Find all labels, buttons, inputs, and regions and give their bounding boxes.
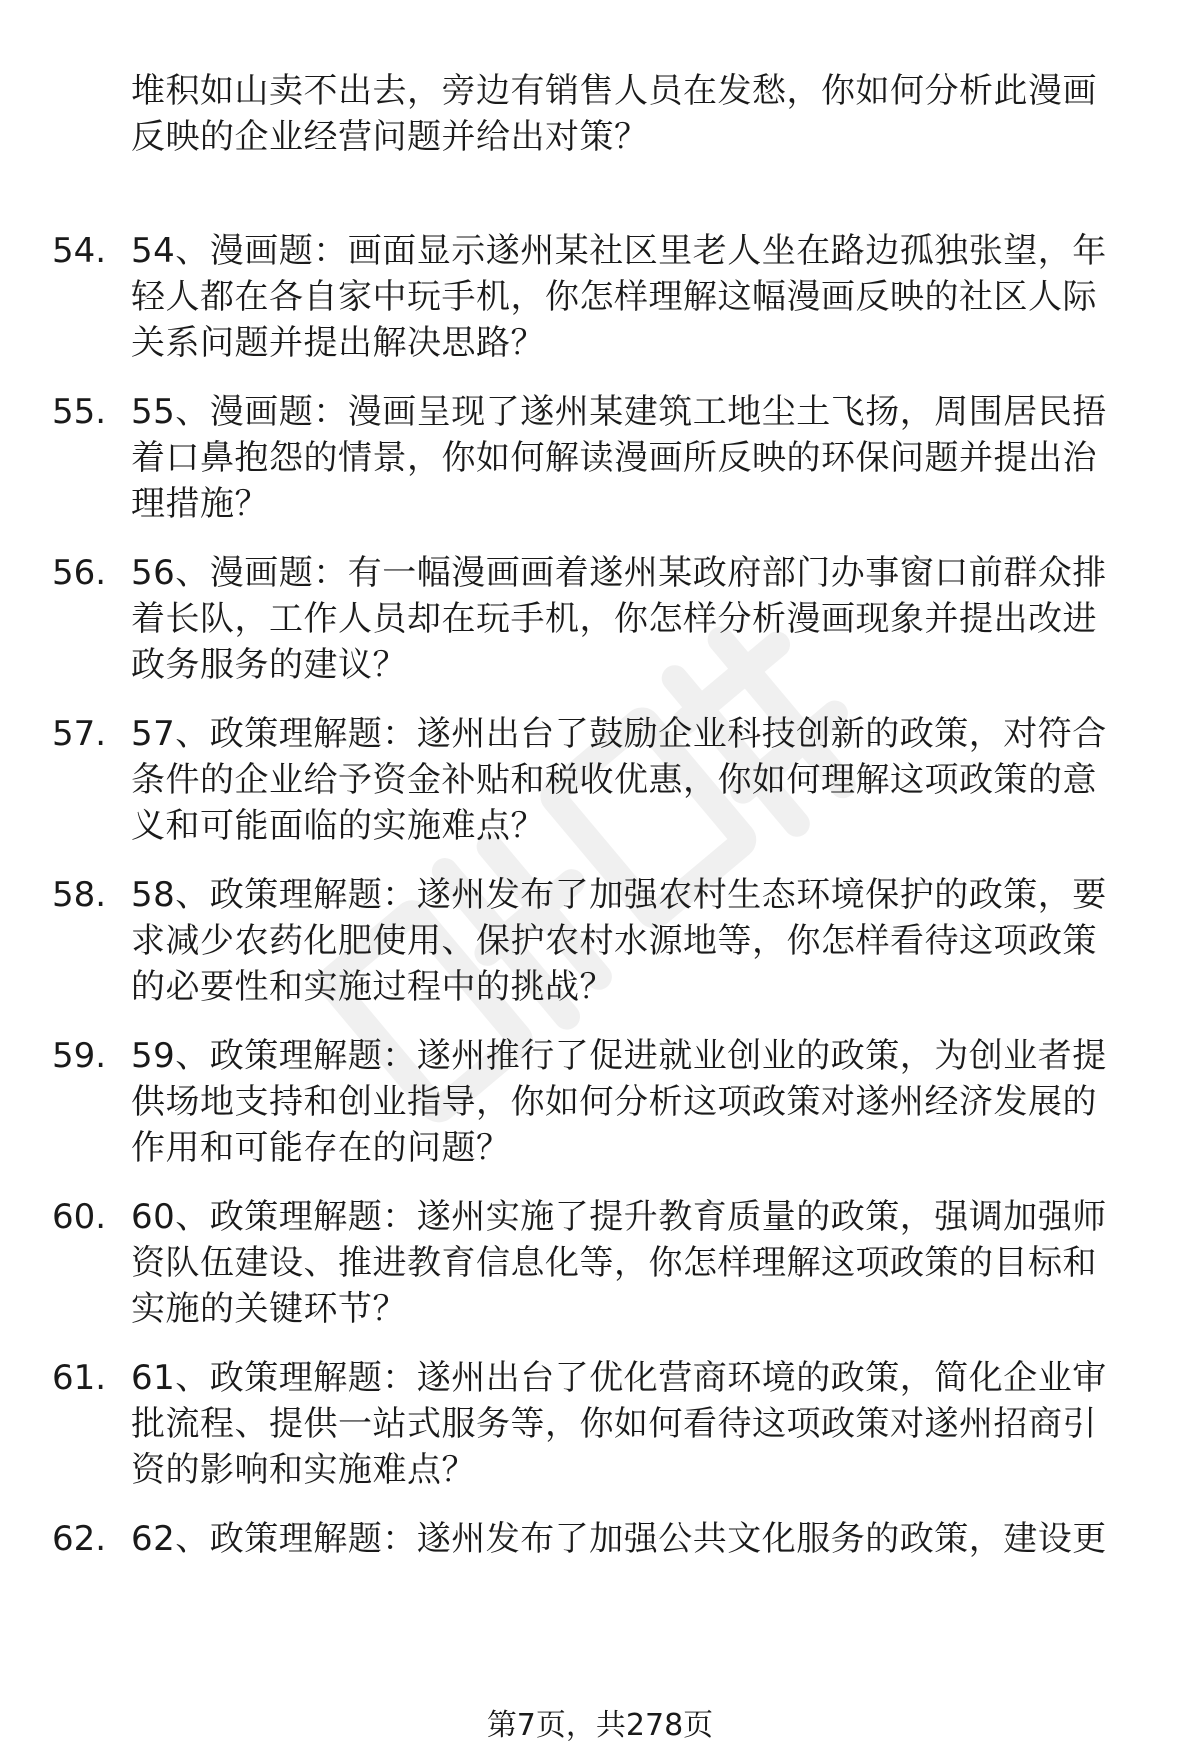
item-line: 59、政策理解题：遂州推行了促进就业创业的政策，为创业者提 [131, 1036, 1107, 1076]
item-line: 着长队，工作人员却在玩手机，你怎样分析漫画现象并提出改进 [131, 599, 1097, 639]
item-line: 供场地支持和创业指导，你如何分析这项政策对遂州经济发展的 [131, 1082, 1097, 1122]
continuation-line-1: 堆积如山卖不出去，旁边有销售人员在发愁，你如何分析此漫画 [131, 71, 1097, 111]
item-line: 62、政策理解题：遂州发布了加强公共文化服务的政策，建设更 [131, 1519, 1107, 1559]
item-line: 55、漫画题：漫画呈现了遂州某建筑工地尘土飞扬，周围居民捂 [131, 392, 1107, 432]
item-number: 57. [52, 714, 107, 754]
item-line: 实施的关键环节？ [131, 1289, 407, 1329]
item-text [131, 1516, 1146, 1562]
item-text [131, 228, 1146, 366]
page-number: 第7页，共278页 [486, 1708, 714, 1743]
item-number: 62. [52, 1519, 107, 1559]
item-line: 56、漫画题：有一幅漫画画着遂州某政府部门办事窗口前群众排 [131, 553, 1107, 593]
item-line: 资队伍建设、推进教育信息化等，你怎样理解这项政策的目标和 [131, 1243, 1097, 1283]
continuation-line-2: 反映的企业经营问题并给出对策？ [131, 117, 649, 157]
item-line: 轻人都在各自家中玩手机，你怎样理解这幅漫画反映的社区人际 [131, 277, 1097, 317]
item-line: 58、政策理解题：遂州发布了加强农村生态环境保护的政策，要 [131, 875, 1107, 915]
item-text [131, 1033, 1146, 1171]
item-line: 61、政策理解题：遂州出台了优化营商环境的政策，简化企业审 [131, 1358, 1107, 1398]
item-number: 55. [52, 392, 107, 432]
item-line: 批流程、提供一站式服务等，你如何看待这项政策对遂州招商引 [131, 1404, 1097, 1444]
item-text [131, 1194, 1146, 1332]
item-number: 59. [52, 1036, 107, 1076]
item-number: 56. [52, 553, 107, 593]
item-number: 58. [52, 875, 107, 915]
item-text [131, 1355, 1146, 1493]
item-line: 作用和可能存在的问题？ [131, 1128, 511, 1168]
item-line: 57、政策理解题：遂州出台了鼓励企业科技创新的政策，对符合 [131, 714, 1107, 754]
item-line: 关系问题并提出解决思路？ [131, 323, 545, 363]
item-number: 54. [52, 231, 107, 271]
item-text [131, 389, 1146, 527]
item-line: 60、政策理解题：遂州实施了提升教育质量的政策，强调加强师 [131, 1197, 1107, 1237]
item-line: 求减少农药化肥使用、保护农村水源地等，你怎样看待这项政策 [131, 921, 1097, 961]
item-line: 义和可能面临的实施难点？ [131, 806, 545, 846]
item-number: 61. [52, 1358, 107, 1398]
item-line: 的必要性和实施过程中的挑战？ [131, 967, 614, 1007]
item-text [131, 872, 1146, 1010]
item-text [131, 550, 1146, 688]
item-text [131, 711, 1146, 849]
item-line: 理措施？ [131, 484, 269, 524]
item-line: 条件的企业给予资金补贴和税收优惠，你如何理解这项政策的意 [131, 760, 1097, 800]
item-line: 政务服务的建议？ [131, 645, 407, 685]
item-number: 60. [52, 1197, 107, 1237]
item-line: 着口鼻抱怨的情景，你如何解读漫画所反映的环保问题并提出治 [131, 438, 1097, 478]
item-line: 54、漫画题：画面显示遂州某社区里老人坐在路边孤独张望，年 [131, 231, 1107, 271]
item-line: 资的影响和实施难点？ [131, 1450, 476, 1490]
